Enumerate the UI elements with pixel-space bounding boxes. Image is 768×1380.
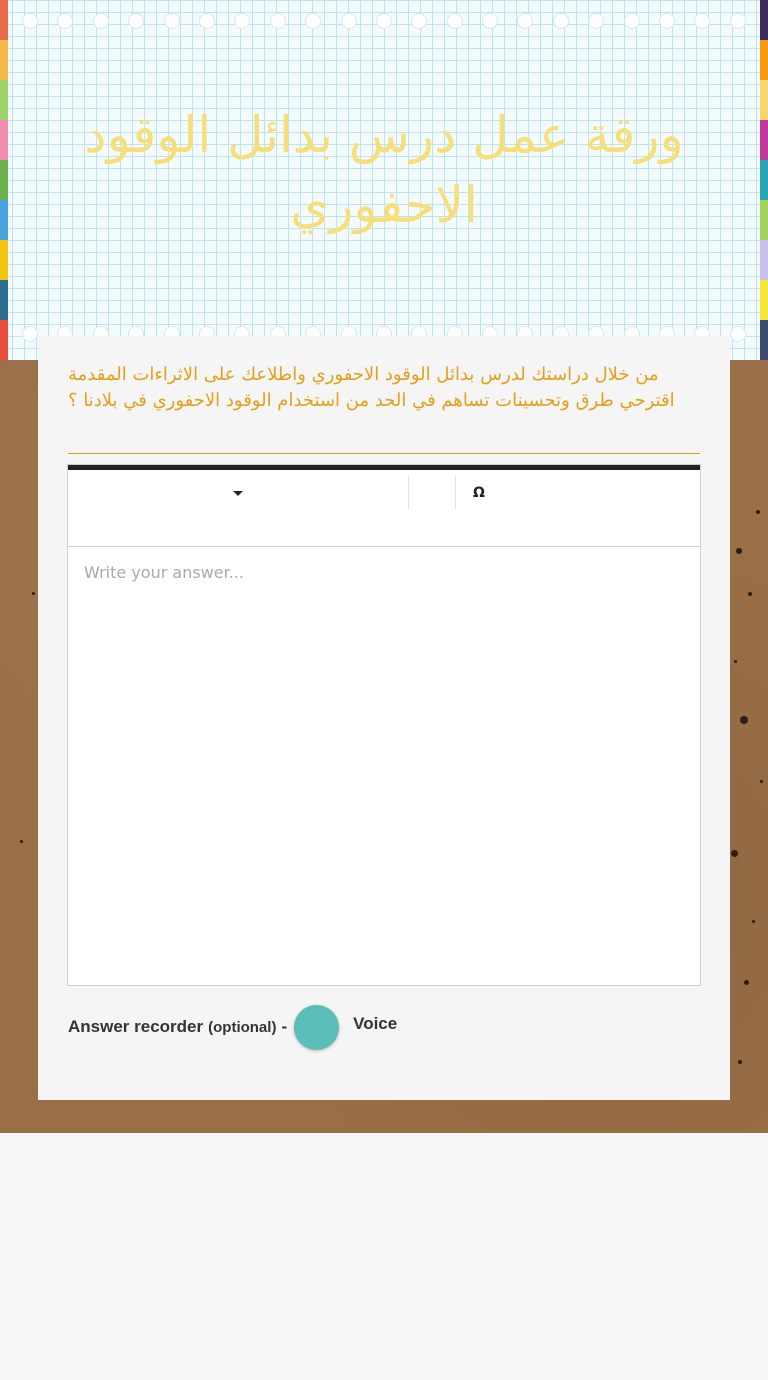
cardboard-speck <box>738 1060 742 1064</box>
cardboard-speck <box>752 920 755 923</box>
binder-hole <box>659 13 675 29</box>
special-characters-button[interactable] <box>464 476 494 510</box>
recorder-label: Answer recorder <box>68 1017 204 1036</box>
cardboard-speck <box>736 548 742 554</box>
binder-hole <box>730 13 746 29</box>
binder-hole <box>376 13 392 29</box>
binder-hole <box>447 13 463 29</box>
notebook-header <box>0 0 768 360</box>
omega-icon: Ω <box>473 485 485 501</box>
cardboard-speck <box>731 850 738 857</box>
binder-hole <box>22 13 38 29</box>
binder-hole <box>588 13 604 29</box>
binder-hole <box>411 13 427 29</box>
toolbar-separator <box>408 476 409 510</box>
binder-hole <box>57 13 73 29</box>
page-title: ورقة عمل درس بدائل الوقود الاحفوري <box>84 106 684 234</box>
left-color-stripe <box>0 0 8 360</box>
binder-hole <box>199 13 215 29</box>
cardboard-speck <box>740 716 748 724</box>
binder-hole <box>128 13 144 29</box>
cardboard-speck <box>20 840 23 843</box>
binder-hole <box>341 13 357 29</box>
cardboard-speck <box>744 980 749 985</box>
binder-hole <box>305 13 321 29</box>
binder-hole <box>624 13 640 29</box>
cardboard-speck <box>748 592 752 596</box>
cardboard-speck <box>32 592 35 595</box>
question-divider <box>68 453 700 454</box>
binder-hole <box>730 326 746 342</box>
binder-hole <box>93 13 109 29</box>
question-text: من خلال دراستك لدرس بدائل الوقود الاحفوري واطلاعك على الاثراءات المقدمة اقترحي طرق وتحسينات تساهم في الحد من استخدام الوقود الاحفوري في بلادنا ؟ <box>68 364 675 411</box>
binder-hole <box>22 326 38 342</box>
top-binder-holes <box>22 13 746 33</box>
toolbar-separator <box>455 476 456 510</box>
binder-hole <box>234 13 250 29</box>
binder-hole <box>553 13 569 29</box>
question-card <box>38 336 730 1100</box>
binder-hole <box>164 13 180 29</box>
answer-editor <box>67 464 701 986</box>
recorder-dash: - <box>281 1017 288 1036</box>
recorder-optional: (optional) <box>208 1018 277 1036</box>
caret-down-icon <box>233 491 243 496</box>
cardboard-speck <box>734 660 737 663</box>
binder-hole <box>517 13 533 29</box>
format-dropdown[interactable] <box>68 476 408 510</box>
cardboard-speck <box>760 780 763 783</box>
cardboard-speck <box>756 510 760 514</box>
record-voice-button[interactable] <box>294 1005 339 1050</box>
editor-toolbar <box>68 470 700 547</box>
answer-input[interactable] <box>68 547 700 985</box>
binder-hole <box>694 13 710 29</box>
voice-label: Voice <box>353 1014 398 1033</box>
binder-hole <box>482 13 498 29</box>
right-color-stripe <box>760 0 768 360</box>
answer-recorder <box>68 1004 397 1050</box>
binder-hole <box>270 13 286 29</box>
